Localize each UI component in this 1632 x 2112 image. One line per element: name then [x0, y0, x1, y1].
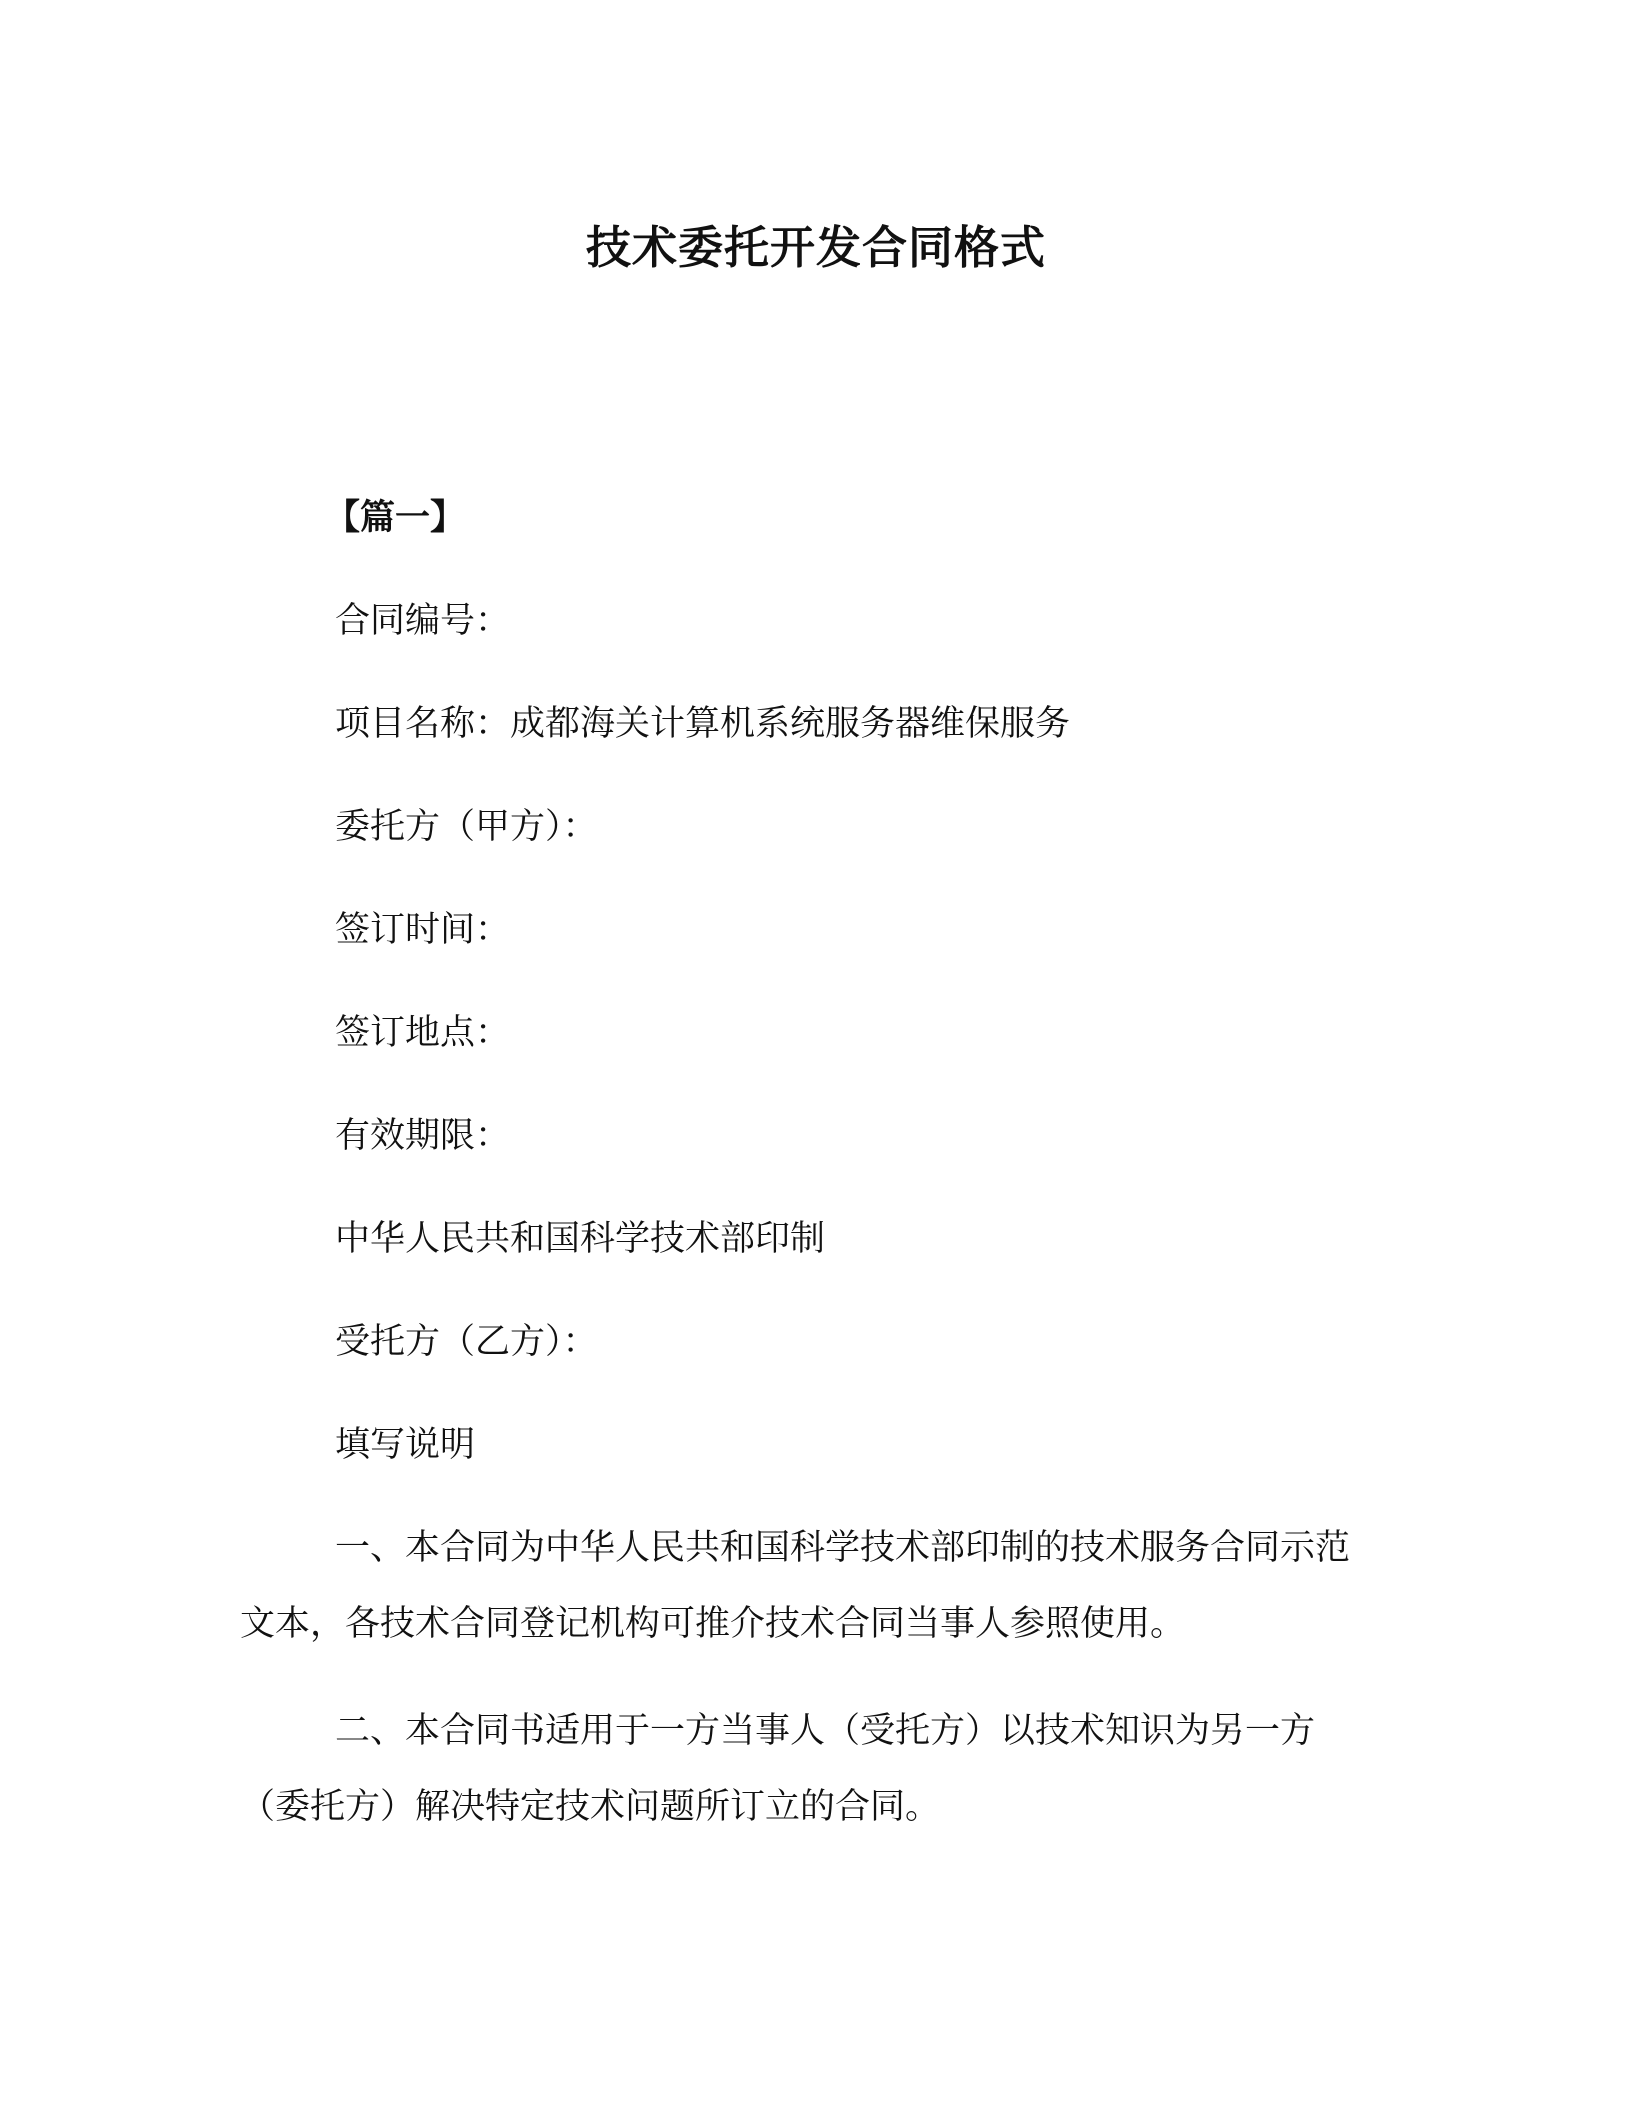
contractor-party-b-field: 受托方（乙方）： [335, 1322, 598, 1362]
contract-number-field: 合同编号： [335, 601, 511, 641]
instruction-paragraph-2: 二、本合同书适用于一方当事人（受托方）以技术知识为另一方（委托方）解决特定技术问题所订立的合同。 [240, 1711, 1316, 1827]
document-title: 技术委托开发合同格式 [585, 221, 1046, 274]
signing-time-field: 签订时间： [335, 910, 511, 950]
signing-place-field: 签订地点： [335, 1013, 511, 1053]
instructions-heading: 填写说明 [335, 1425, 476, 1465]
instruction-paragraph-1: 一、本合同为中华人民共和国科学技术部印制的技术服务合同示范文本，各技术合同登记机构可推介技术合同当事人参照使用。 [240, 1528, 1351, 1644]
printed-by-line: 中华人民共和国科学技术部印制 [335, 1219, 826, 1259]
project-name-field: 项目名称：成都海关计算机系统服务器维保服务 [335, 704, 1071, 744]
client-party-a-field: 委托方（甲方）： [335, 807, 598, 847]
validity-period-field: 有效期限： [335, 1116, 511, 1156]
section-marker: 【篇一】 [325, 498, 466, 538]
